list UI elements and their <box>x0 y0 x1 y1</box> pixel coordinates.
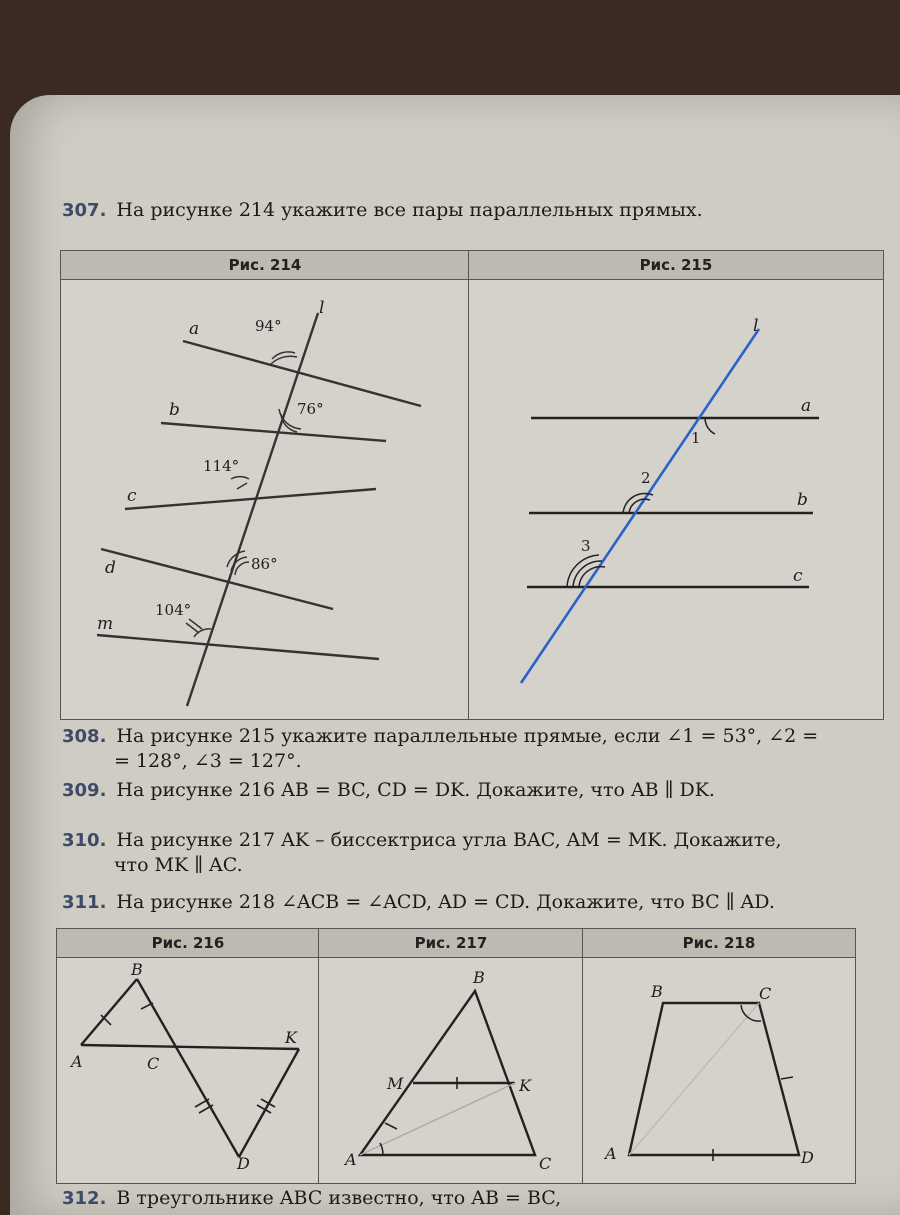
problem-text-cont: что MK ∥ AC. <box>114 854 243 876</box>
angle-3: 3 <box>581 537 591 555</box>
problem-311 <box>62 890 775 915</box>
figure-caption: Рис. 215 <box>469 251 883 280</box>
arc-3 <box>567 555 599 587</box>
point-A: A <box>71 1052 83 1071</box>
line-m <box>97 635 379 659</box>
point-B: B <box>131 960 143 979</box>
problem-text-cont: = 128°, ∠3 = 127°. <box>114 750 302 772</box>
problem-text: На рисунке 216 AB = BC, CD = DK. Докажите, что AB ∥ DK. <box>116 779 715 801</box>
problem-number: 310. <box>62 830 107 851</box>
angle-114: 114° <box>203 457 240 475</box>
point-C: C <box>539 1154 552 1173</box>
problem-310 <box>62 828 782 878</box>
arc-114 <box>231 477 249 479</box>
angle-1: 1 <box>691 429 701 447</box>
fig216-geometry <box>81 979 299 1157</box>
fig215-geometry <box>521 329 819 683</box>
figure-caption: Рис. 217 <box>319 929 583 958</box>
figure-caption: Рис. 218 <box>583 929 855 958</box>
label-l: l <box>753 316 759 336</box>
point-B: B <box>473 968 485 987</box>
figure-box-214-215 <box>60 250 884 720</box>
label-a: a <box>801 396 812 416</box>
line-a <box>183 341 421 406</box>
point-A: A <box>605 1144 617 1163</box>
figure-box-216-218 <box>56 928 856 1184</box>
problem-309 <box>62 778 715 803</box>
point-K: K <box>285 1028 297 1047</box>
line-c <box>125 489 376 509</box>
figure-caption: Рис. 216 <box>57 929 319 958</box>
label-a: a <box>189 319 200 339</box>
problem-number: 307. <box>62 200 107 221</box>
point-C: C <box>147 1054 160 1073</box>
problem-307 <box>62 198 703 223</box>
label-c: c <box>127 486 137 506</box>
figure-caption: Рис. 214 <box>61 251 469 280</box>
problem-number: 312. <box>62 1188 107 1209</box>
point-M: M <box>387 1074 404 1093</box>
label-d: d <box>105 558 116 578</box>
fig218-geometry <box>629 1003 799 1161</box>
label-m: m <box>97 614 114 634</box>
problem-number: 308. <box>62 726 107 747</box>
arc-104 <box>194 629 211 637</box>
line-d <box>101 549 333 609</box>
point-D: D <box>801 1148 814 1167</box>
label-b: b <box>797 490 808 510</box>
label-b: b <box>169 400 180 420</box>
angle-76: 76° <box>297 400 324 418</box>
point-D: D <box>237 1154 250 1173</box>
problem-312 <box>62 1186 561 1211</box>
fig214-geometry <box>97 313 421 706</box>
point-A: A <box>345 1150 357 1169</box>
label-l: l <box>319 298 325 318</box>
problem-308 <box>62 724 818 774</box>
problem-number: 309. <box>62 780 107 801</box>
problem-text: В треугольнике ABC известно, что AB = BC, <box>116 1187 562 1209</box>
arc-94 <box>271 356 297 364</box>
fig217-geometry <box>360 991 535 1155</box>
problem-text: На рисунке 215 укажите параллельные прямые, если ∠1 = 53°, ∠2 = <box>116 725 819 747</box>
figure-214-215-drawing <box>61 251 883 719</box>
line-l <box>521 329 759 683</box>
problem-text: На рисунке 214 укажите все пары параллельных прямых. <box>116 199 703 221</box>
problem-text: На рисунке 217 AK – биссектриса угла BAC, AM = MK. Докажите, <box>116 829 782 851</box>
problem-text: На рисунке 218 ∠ACB = ∠ACD, AD = CD. Докажите, что BC ∥ AD. <box>116 891 775 913</box>
arc-1 <box>705 418 715 434</box>
angle-104: 104° <box>155 601 192 619</box>
problem-number: 311. <box>62 892 107 913</box>
angle-94: 94° <box>255 317 282 335</box>
point-B: B <box>651 982 663 1001</box>
point-C: C <box>759 984 772 1003</box>
angle-2: 2 <box>641 469 651 487</box>
line-b <box>161 423 386 441</box>
label-c: c <box>793 566 803 586</box>
point-K: K <box>519 1076 531 1095</box>
angle-86: 86° <box>251 555 278 573</box>
figure-216-218-drawing <box>57 929 855 1183</box>
